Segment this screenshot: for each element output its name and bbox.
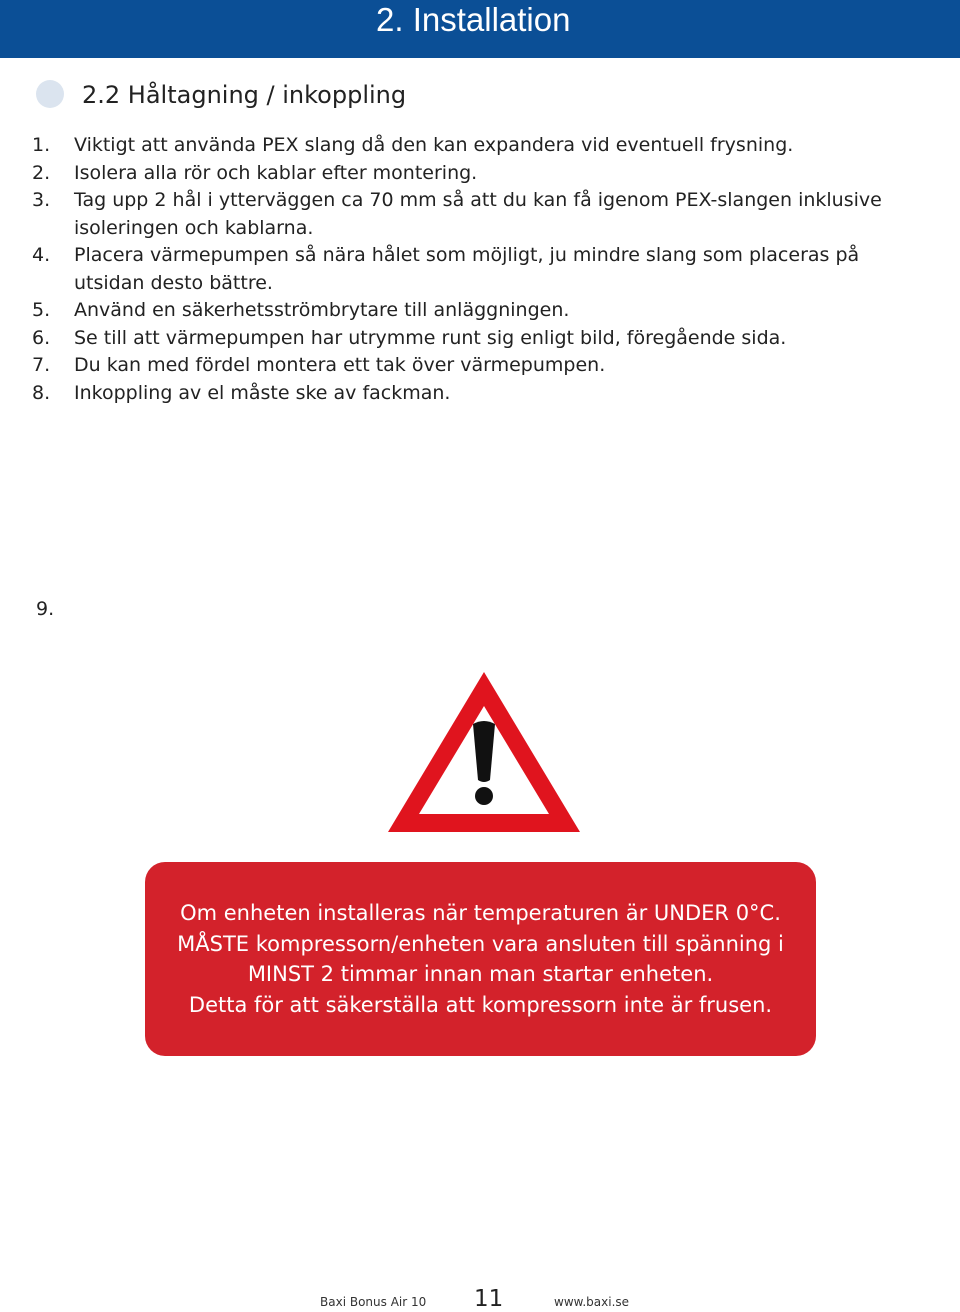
- step-text: Isolera alla rör och kablar efter montering.: [74, 161, 478, 184]
- step-text: Viktigt att använda PEX slang då den kan expandera vid eventuell frysning.: [74, 134, 794, 156]
- step-number: 8.: [32, 381, 51, 404]
- step-number: 2.: [32, 161, 51, 184]
- list-item: [32, 297, 922, 325]
- page-title: 2. Installation: [376, 1, 571, 38]
- footer-document-title: Baxi Bonus Air 10: [320, 1295, 427, 1309]
- section-title: 2.2 Håltagning / inkoppling: [82, 81, 407, 109]
- list-item: [32, 187, 922, 242]
- steps-list: [32, 132, 922, 407]
- warning-line-4: Detta för att säkerställa att kompressorn inte är frusen.: [188, 992, 773, 1017]
- step-number: 6.: [32, 326, 51, 349]
- step-text: Du kan med fördel montera ett tak över värmepumpen.: [74, 354, 606, 376]
- warning-line-1: Om enheten installeras när temperaturen är UNDER 0°C.: [180, 901, 781, 925]
- list-item: [32, 380, 922, 408]
- step-number: 1.: [32, 134, 51, 156]
- list-item: [32, 242, 922, 297]
- warning-line-2: MÅSTE kompressorn/enheten vara ansluten till spänning i: [177, 931, 784, 956]
- step-9-number: 9.: [36, 598, 55, 620]
- list-item: [32, 160, 922, 188]
- warning-box: [145, 862, 816, 1056]
- section-bullet: [36, 80, 64, 108]
- list-item: [32, 132, 922, 160]
- warning-text: [145, 898, 816, 1020]
- step-number: 7.: [32, 354, 51, 376]
- step-number: 3.: [32, 189, 51, 211]
- warning-triangle-icon: [384, 668, 584, 836]
- step-text: Placera värmepumpen så nära hålet som möjligt, ju mindre slang som placeras på utsidan desto bättre.: [74, 244, 860, 294]
- list-item: [32, 325, 922, 353]
- step-text: Se till att värmepumpen har utrymme runt sig enligt bild, föregående sida.: [74, 326, 787, 349]
- footer-url: www.baxi.se: [554, 1295, 630, 1309]
- step-text: Tag upp 2 hål i ytterväggen ca 70 mm så att du kan få igenom PEX-slangen inklusive isoleringen och kablarna.: [74, 189, 882, 239]
- list-item: [32, 352, 922, 380]
- warning-emphasis: MÅSTE: [177, 931, 250, 956]
- step-number: 4.: [32, 244, 51, 266]
- warning-emphasis: MINST: [247, 962, 314, 986]
- warning-line-3: MINST 2 timmar innan man startar enheten.: [247, 962, 714, 986]
- step-text: Använd en säkerhetsströmbrytare till anläggningen.: [74, 299, 570, 321]
- step-number: 5.: [32, 299, 51, 321]
- warning-emphasis: UNDER 0°C.: [653, 901, 781, 925]
- header-bar: [0, 0, 960, 58]
- footer-page-number: 11: [474, 1286, 504, 1312]
- step-text: Inkoppling av el måste ske av fackman.: [74, 381, 451, 404]
